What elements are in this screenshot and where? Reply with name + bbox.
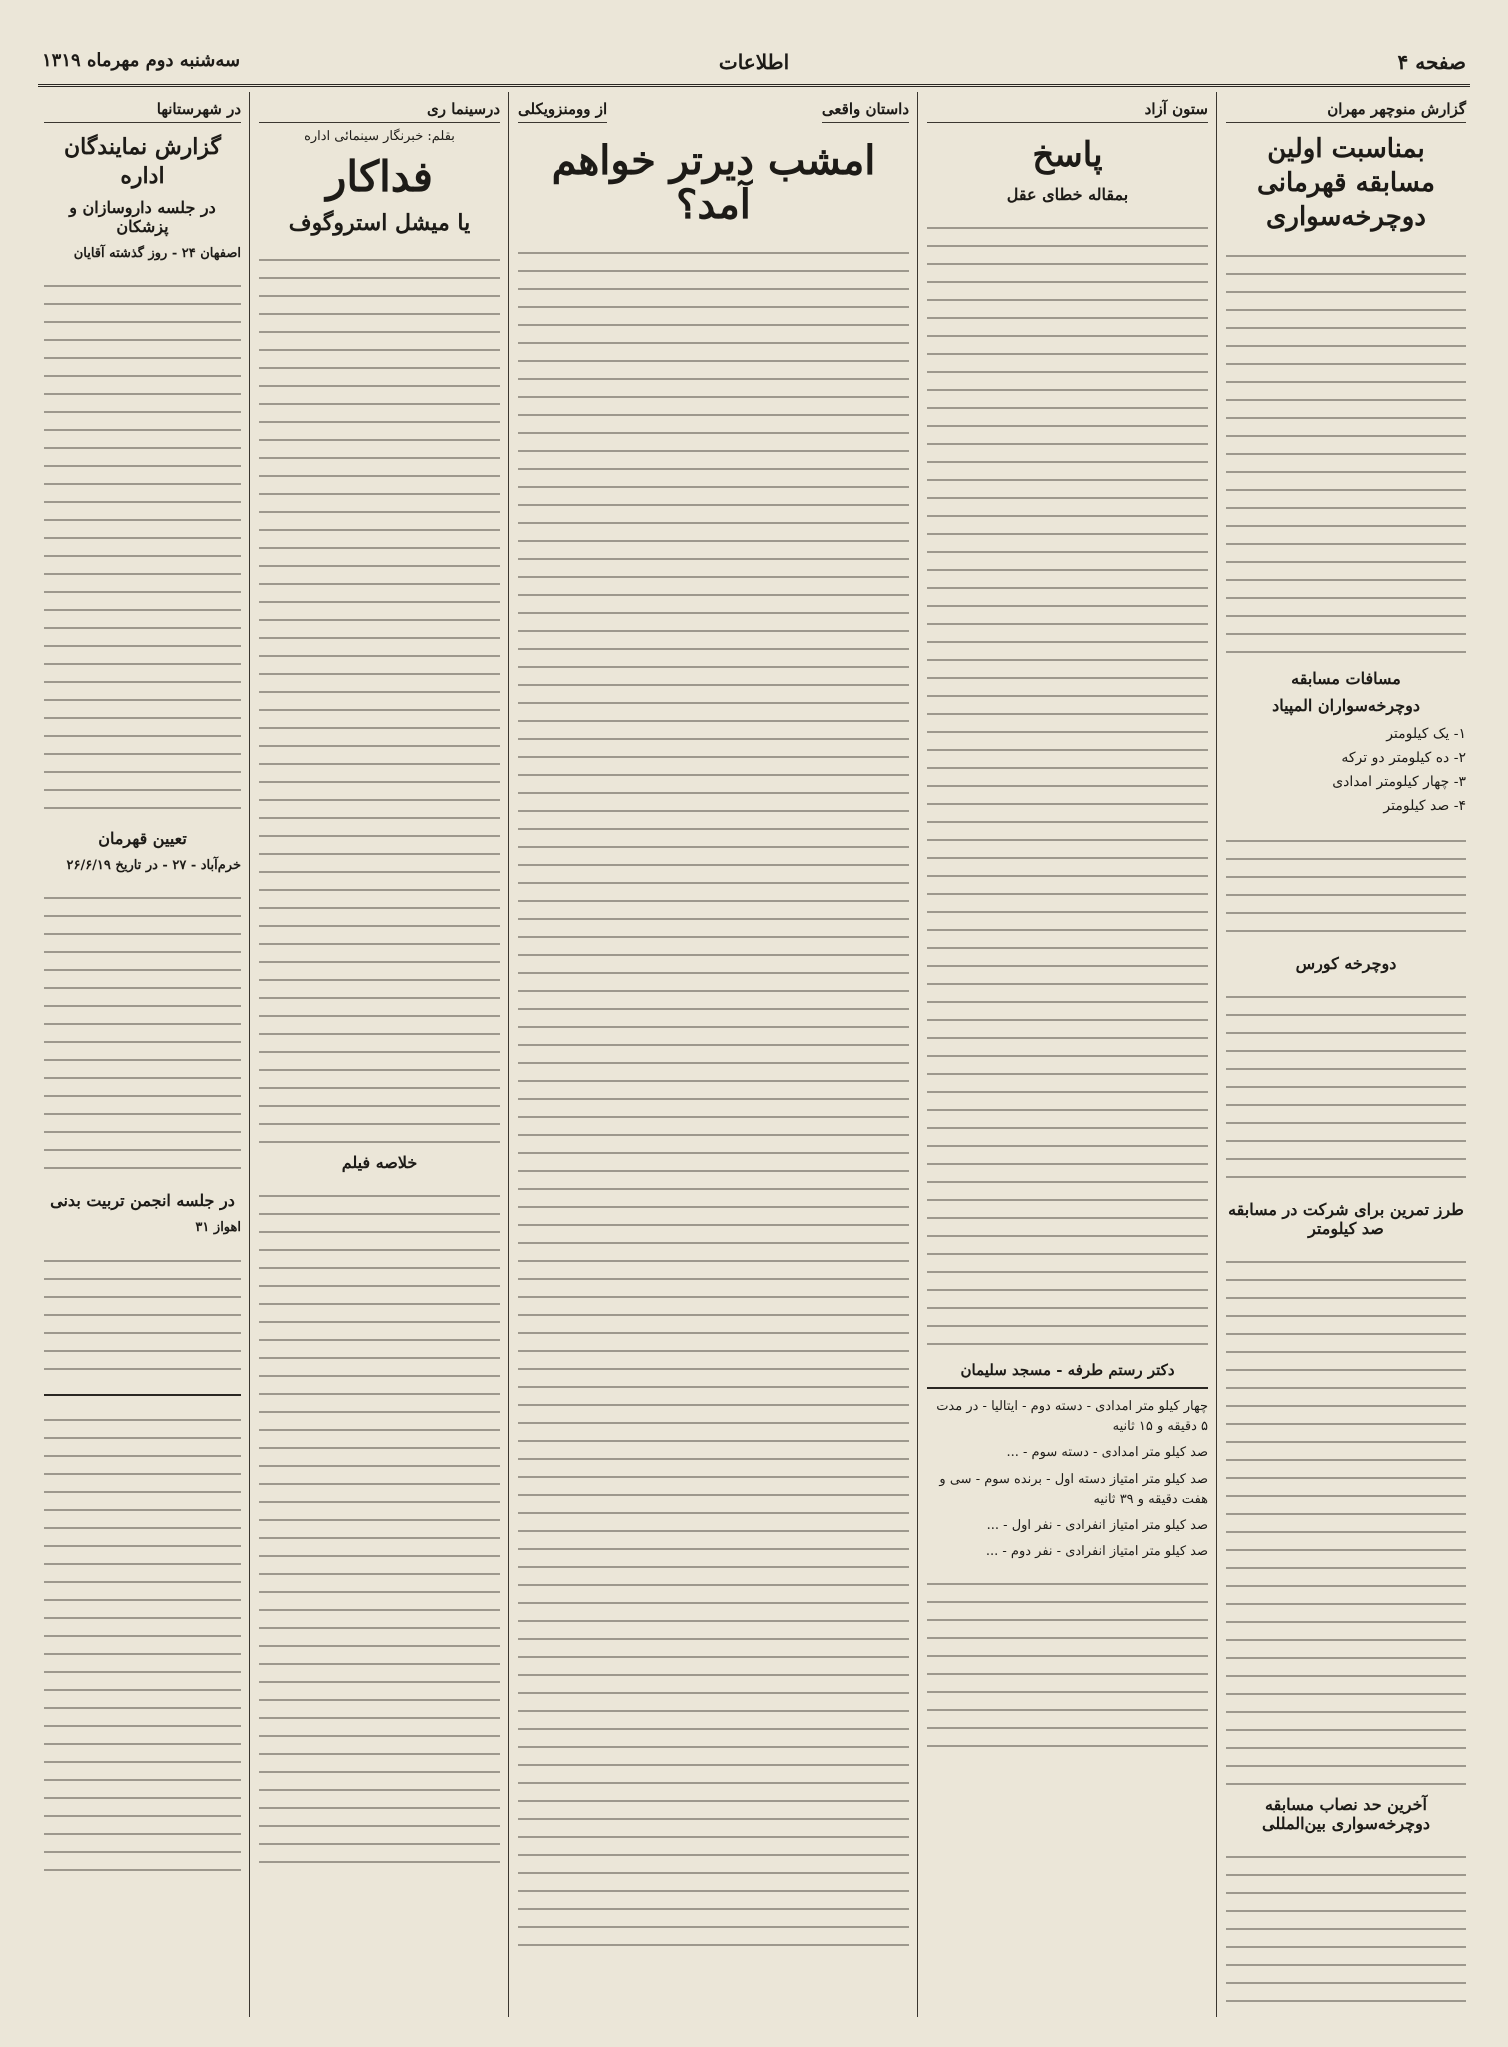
- course-body-text: [1226, 981, 1466, 1192]
- provinces-kicker: در شهرستانها: [44, 96, 241, 123]
- column-rule: [917, 92, 918, 2017]
- list-item: ۱- یک کیلومتر: [1386, 726, 1466, 743]
- issue-date: سه‌شنبه دوم مهرماه ۱۳۱۹: [42, 50, 241, 71]
- records-heading: آخرین حد نصاب مسابقه دوچرخه‌سواری بین‌المللی: [1262, 1794, 1430, 1833]
- race-result: صد کیلو متر امتیاز دسته اول - برنده سوم - سی و هفت دقیقه و ۳۹ ثانیه: [939, 1471, 1208, 1507]
- ahvaz-body-text: [44, 1245, 241, 1386]
- free-column-kicker: ستون آزاد: [927, 96, 1208, 123]
- section-divider: [44, 1394, 241, 1396]
- list-item: ۲- ده کیلومتر دو ترکه: [1341, 750, 1466, 767]
- khorramabad-body-text: [44, 882, 241, 1183]
- sports-body-text: [1226, 240, 1466, 661]
- isfahan-dateline: اصفهان ۲۴ - روز گذشته آقایان: [73, 246, 241, 262]
- race-result: صد کیلو متر امدادی - دسته سوم - ...: [1006, 1445, 1208, 1461]
- list-item: ۳- چهار کیلومتر امدادی: [1332, 773, 1466, 790]
- column-rule: [508, 92, 509, 2017]
- story-headline: امشب دیرتر خواهم آمد؟: [551, 137, 876, 228]
- story-body-text: [518, 237, 909, 1958]
- cinema-byline: بقلم: خبرنگار سینمائی اداره: [304, 129, 455, 144]
- race-result: چهار کیلو متر امدادی - دسته دوم - ایتالیا - در مدت ۵ دقیقه و ۱۵ ثانیه: [936, 1399, 1208, 1435]
- review-body-text: [259, 244, 500, 1145]
- sports-report-kicker: گزارش منوچهر مهران: [1226, 96, 1466, 123]
- film-title: فداکار: [326, 152, 433, 201]
- distances-list: [1226, 723, 1466, 818]
- column-sports: [1220, 96, 1472, 2016]
- records-body-text: [1226, 1841, 1466, 2016]
- reply-subheadline: بمقاله خطای عقل: [1006, 185, 1129, 205]
- distances-subheading: دوچرخه‌سواران المپیاد: [1272, 696, 1420, 716]
- course-heading: دوچرخه کورس: [1295, 953, 1397, 973]
- champion-subheading: تعیین قهرمان: [98, 829, 187, 849]
- synopsis-body-text: [259, 1180, 500, 1871]
- paper-name: اطلاعات: [718, 50, 790, 74]
- reply-body-text: [927, 212, 1208, 1353]
- column-story: [512, 96, 915, 2016]
- distances-body-text: [1226, 825, 1466, 946]
- results-body-text: [927, 1568, 1208, 1759]
- cinema-kicker: درسینما ری: [259, 96, 500, 123]
- column-provinces: [38, 96, 247, 2016]
- masthead: [38, 44, 1470, 87]
- true-story-kicker: داستان واقعی: [822, 96, 909, 123]
- ahvaz-dateline: اهواز ۳۱: [195, 1220, 241, 1236]
- column-cinema: [253, 96, 506, 2016]
- distances-heading: مسافات مسابقه: [1291, 669, 1401, 689]
- synopsis-heading: خلاصه فیلم: [341, 1153, 418, 1173]
- race-result: صد کیلو متر امتیاز انفرادی - نفر دوم - ...: [985, 1544, 1208, 1560]
- training-body-text: [1226, 1246, 1466, 1787]
- column-free-opinion: [921, 96, 1214, 2016]
- film-subtitle: یا میشل استروگوف: [288, 210, 471, 237]
- column-rule: [1216, 92, 1217, 2017]
- reply-headline: پاسخ: [1032, 135, 1103, 175]
- list-item: ۴- صد کیلومتر: [1383, 797, 1466, 814]
- khorramabad-dateline: خرم‌آباد - ۲۷ - در تاریخ ۲۶/۶/۱۹: [66, 858, 241, 874]
- provinces-headline: گزارش نمایندگان اداره: [63, 134, 222, 189]
- race-result: صد کیلو متر امتیاز انفرادی - نفر اول - ...: [986, 1517, 1208, 1533]
- isfahan-body-text: [44, 270, 241, 821]
- physical-education-subheading: در جلسه انجمن تربیت بدنی: [50, 1191, 235, 1211]
- continued-story-text: [44, 1404, 241, 1875]
- reply-author: دکتر رستم طرفه - مسجد سلیمان: [960, 1361, 1175, 1380]
- page-number: صفحه ۴: [1397, 50, 1466, 74]
- sports-headline: بمناسبت اولین مسابقه قهرمانی دوچرخه‌سواری: [1257, 134, 1435, 232]
- training-method-heading: طرز تمرین برای شرکت در مسابقه صد کیلومتر: [1228, 1199, 1464, 1238]
- pharmacists-subheading: در جلسه داروسازان و پزشکان: [69, 198, 216, 237]
- story-kickers: [518, 96, 909, 129]
- source-kicker: از وومنزویکلی: [518, 96, 607, 123]
- section-divider: [927, 1387, 1208, 1389]
- column-rule: [249, 92, 250, 2017]
